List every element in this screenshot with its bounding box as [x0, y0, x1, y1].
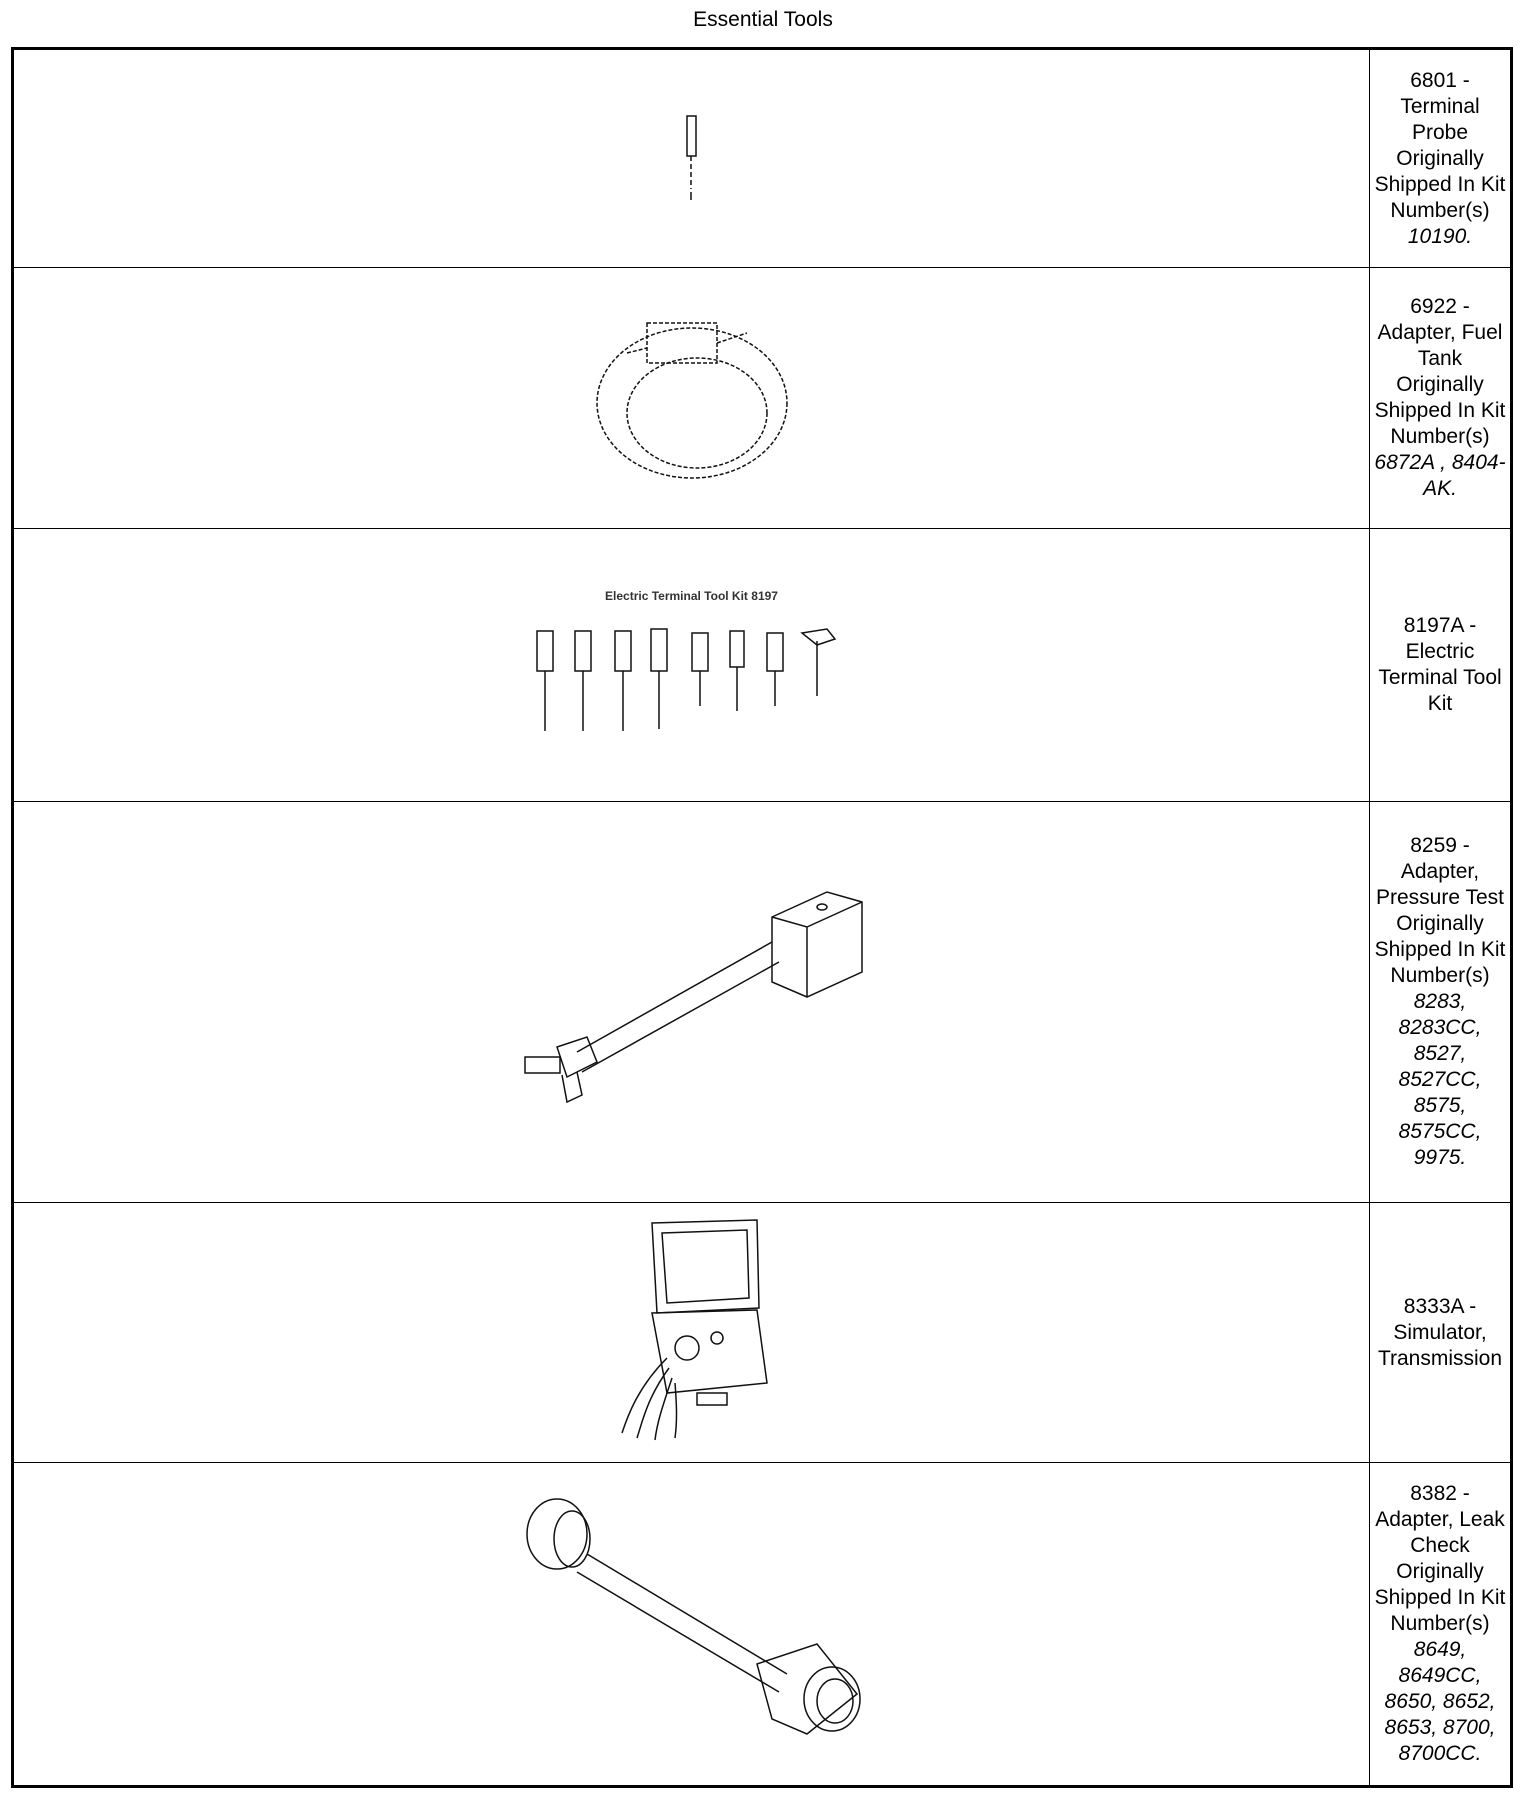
tool-number: 8333A - [1403, 1294, 1477, 1318]
leak-check-adapter-image [517, 1494, 867, 1754]
tool-number: 8259 - [1410, 834, 1470, 857]
tool-name: Adapter, Pressure Test [1376, 860, 1504, 909]
tool-name: Simulator, Transmission [1377, 1320, 1503, 1370]
fuel-tank-adapter-image [587, 303, 797, 493]
tool-image-cell [13, 268, 1370, 529]
tool-description [1370, 268, 1512, 529]
page-title: Essential Tools [693, 8, 833, 31]
shipped-label: Originally Shipped In Kit Number(s) [1374, 1560, 1506, 1635]
table-row [13, 49, 1512, 268]
tool-description [1370, 802, 1512, 1203]
tool-image-cell [13, 529, 1370, 802]
tool-name: Terminal Probe [1400, 94, 1480, 144]
kit-numbers: 8649, 8649CC, 8650, 8652, 8653, 8700, 8700CC. [1384, 1638, 1496, 1765]
terminal-tool-kit-image [527, 611, 857, 741]
table-row [13, 268, 1512, 529]
tool-description [1370, 1463, 1512, 1787]
tool-image-cell [13, 49, 1370, 268]
tool-description [1370, 49, 1512, 268]
tool-number: 6801 - [1410, 68, 1470, 92]
tool-number: 8382 - [1410, 1482, 1470, 1505]
transmission-simulator-image [607, 1218, 777, 1448]
terminal-probe-image [677, 114, 707, 204]
table-row [13, 1463, 1512, 1787]
shipped-label: Originally Shipped In Kit Number(s) [1374, 146, 1506, 222]
tool-image-cell [13, 1463, 1370, 1787]
essential-tools-table [11, 47, 1513, 1788]
tool-number: 6922 - [1410, 295, 1470, 318]
table-row [13, 1203, 1512, 1463]
kit-numbers: 10190. [1407, 224, 1473, 248]
tool-image-cell [13, 1203, 1370, 1463]
tool-number: 8197A - [1403, 614, 1477, 637]
tool-description [1370, 1203, 1512, 1463]
shipped-label: Originally Shipped In Kit Number(s) [1374, 912, 1506, 987]
table-row [13, 529, 1512, 802]
kit-numbers: 6872A , 8404-AK. [1374, 451, 1506, 500]
tool-description [1370, 529, 1512, 802]
table-row [13, 802, 1512, 1203]
tool-name: Electric Terminal Tool Kit [1378, 640, 1502, 715]
pressure-test-adapter-image [517, 887, 867, 1117]
shipped-label: Originally Shipped In Kit Number(s) [1374, 373, 1506, 448]
kit-numbers: 8283, 8283CC, 8527, 8527CC, 8575, 8575CC, 9975. [1398, 990, 1482, 1169]
tool-name: Adapter, Leak Check [1375, 1508, 1505, 1557]
tool-image-cell [13, 802, 1370, 1203]
figure-caption: Electric Terminal Tool Kit 8197 [605, 589, 778, 603]
tool-name: Adapter, Fuel Tank [1377, 321, 1503, 370]
